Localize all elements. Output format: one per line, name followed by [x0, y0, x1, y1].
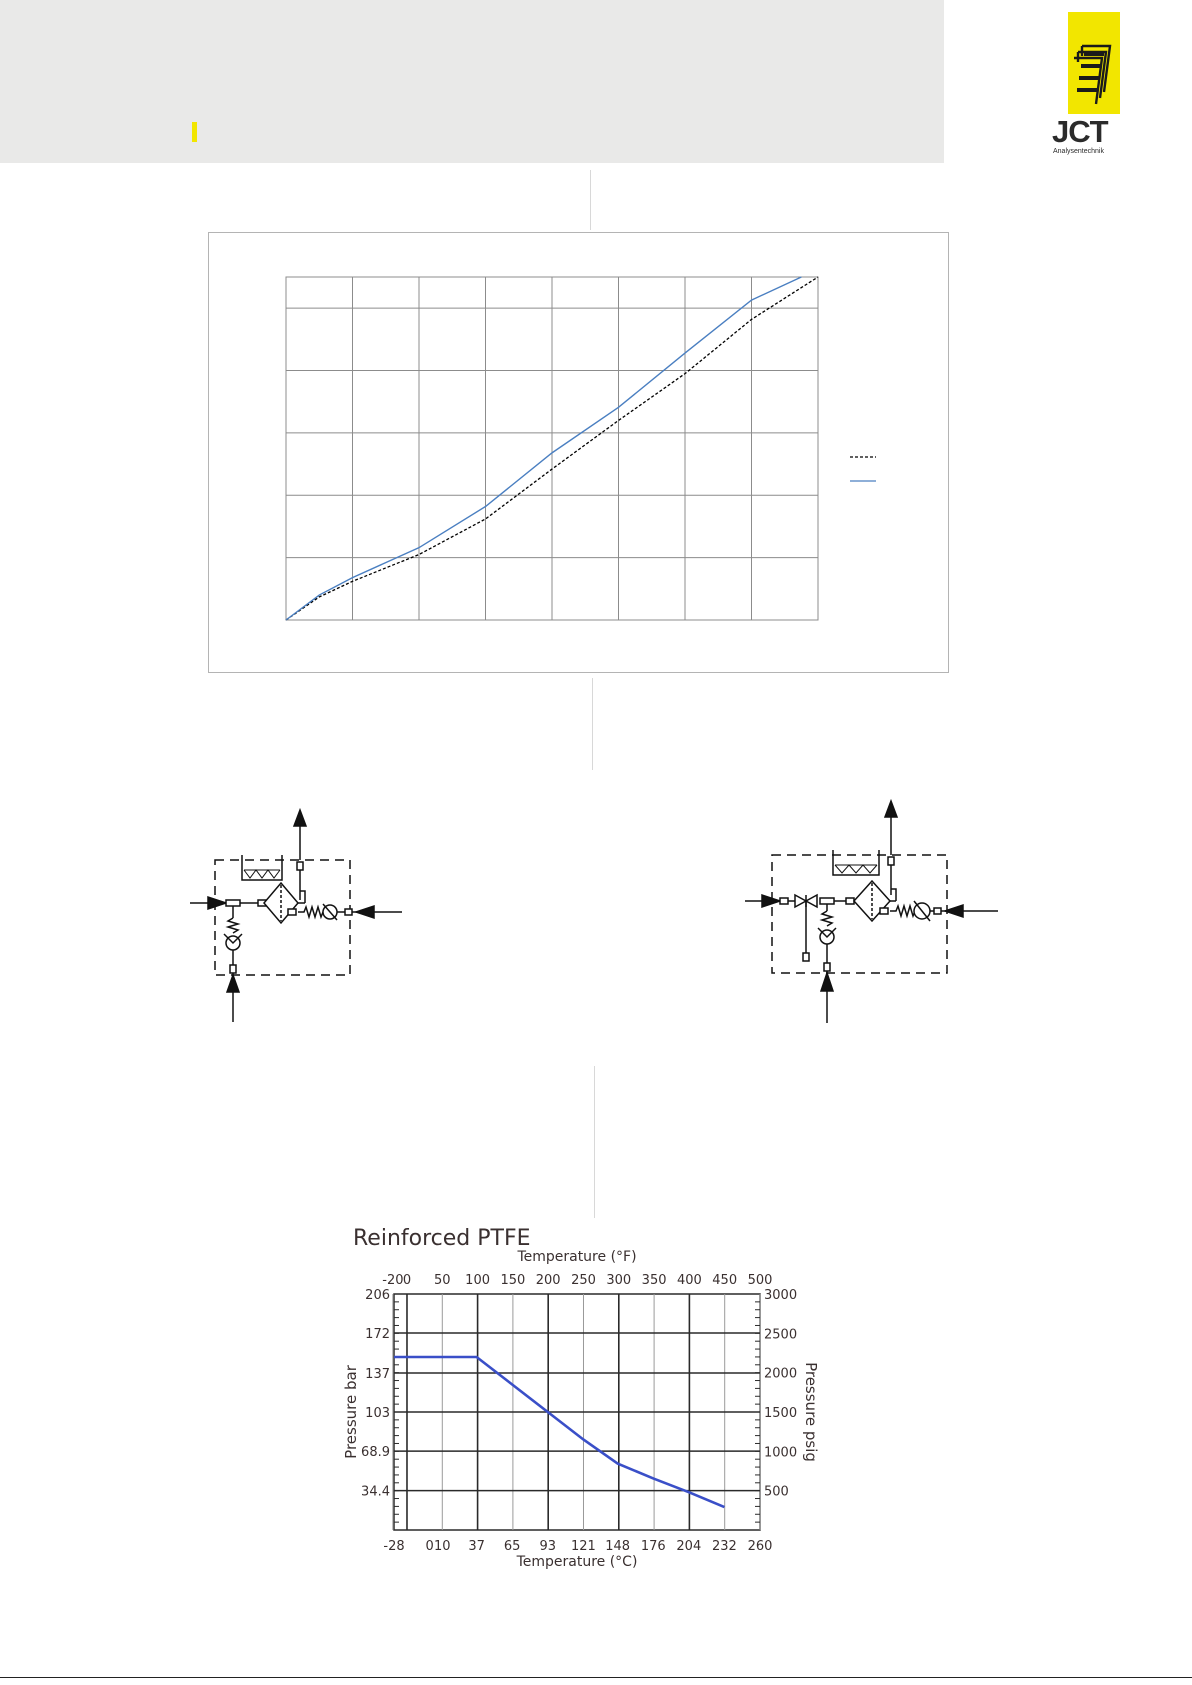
- y-tick-label-bar: 172: [365, 1326, 390, 1342]
- y-tick-label-psig: 3000: [764, 1288, 798, 1303]
- x-tick-label-f: 500: [747, 1273, 773, 1288]
- x-tick-label-c: 148: [605, 1539, 631, 1554]
- x-tick-label-f: 450: [712, 1273, 738, 1288]
- y-tick-label-bar: 206: [365, 1288, 390, 1303]
- x-tick-label-c: 10: [434, 1539, 451, 1554]
- y-tick-label-bar: 103: [365, 1406, 390, 1421]
- x-tick-label-c: 232: [712, 1539, 737, 1554]
- x-tick-label-f: 200: [535, 1273, 561, 1288]
- x-tick-label-f: 0: [402, 1273, 412, 1288]
- x-tick-label-c: 176: [640, 1539, 666, 1554]
- x-tick-label-f: 300: [606, 1273, 632, 1288]
- x-tick-label-c: 37: [468, 1539, 485, 1554]
- x-tick-label-f: 250: [571, 1273, 596, 1288]
- x-tick-label-f: 350: [641, 1273, 667, 1288]
- x-tick-label-c: 0: [425, 1539, 434, 1554]
- x-tick-label-f: 50: [434, 1273, 451, 1288]
- logo-tagline: Analysentechnik: [1053, 148, 1104, 155]
- x-tick-label-c: 260: [747, 1539, 773, 1554]
- ptfe-rating-line: [394, 1357, 724, 1507]
- bottom-axis-label: Temperature (°C): [516, 1554, 638, 1570]
- y-tick-label-bar: 68.9: [361, 1445, 390, 1461]
- x-tick-label-c: -28: [383, 1539, 405, 1554]
- y-tick-label-bar: 137: [365, 1367, 390, 1383]
- y-tick-label-psig: 1500: [764, 1406, 798, 1421]
- ptfe-title: Reinforced PTFE: [353, 1226, 531, 1251]
- y-tick-label-psig: 2500: [764, 1327, 798, 1343]
- x-tick-label-f: 100: [465, 1273, 491, 1288]
- x-tick-label-f: -20: [382, 1273, 404, 1288]
- top-axis-label: Temperature (°F): [517, 1249, 637, 1265]
- x-tick-label-f: 400: [676, 1273, 702, 1288]
- y-tick-label-psig: 2000: [764, 1366, 798, 1382]
- x-tick-label-c: 204: [676, 1539, 702, 1554]
- left-axis-label: Pressure bar: [342, 1365, 360, 1459]
- logo-wordmark: JCT: [1052, 114, 1108, 149]
- x-tick-label-c: 93: [539, 1539, 557, 1554]
- y-tick-label-bar: 34.4: [361, 1484, 390, 1500]
- right-axis-label: Pressure psig: [802, 1362, 820, 1462]
- y-tick-label-psig: 500: [764, 1484, 789, 1500]
- page-bottom-rule: [0, 1677, 1192, 1678]
- x-tick-label-c: 65: [503, 1539, 521, 1554]
- x-tick-label-c: 121: [570, 1539, 596, 1554]
- x-tick-label-f: 150: [500, 1273, 526, 1288]
- y-tick-label-psig: 1000: [764, 1445, 798, 1461]
